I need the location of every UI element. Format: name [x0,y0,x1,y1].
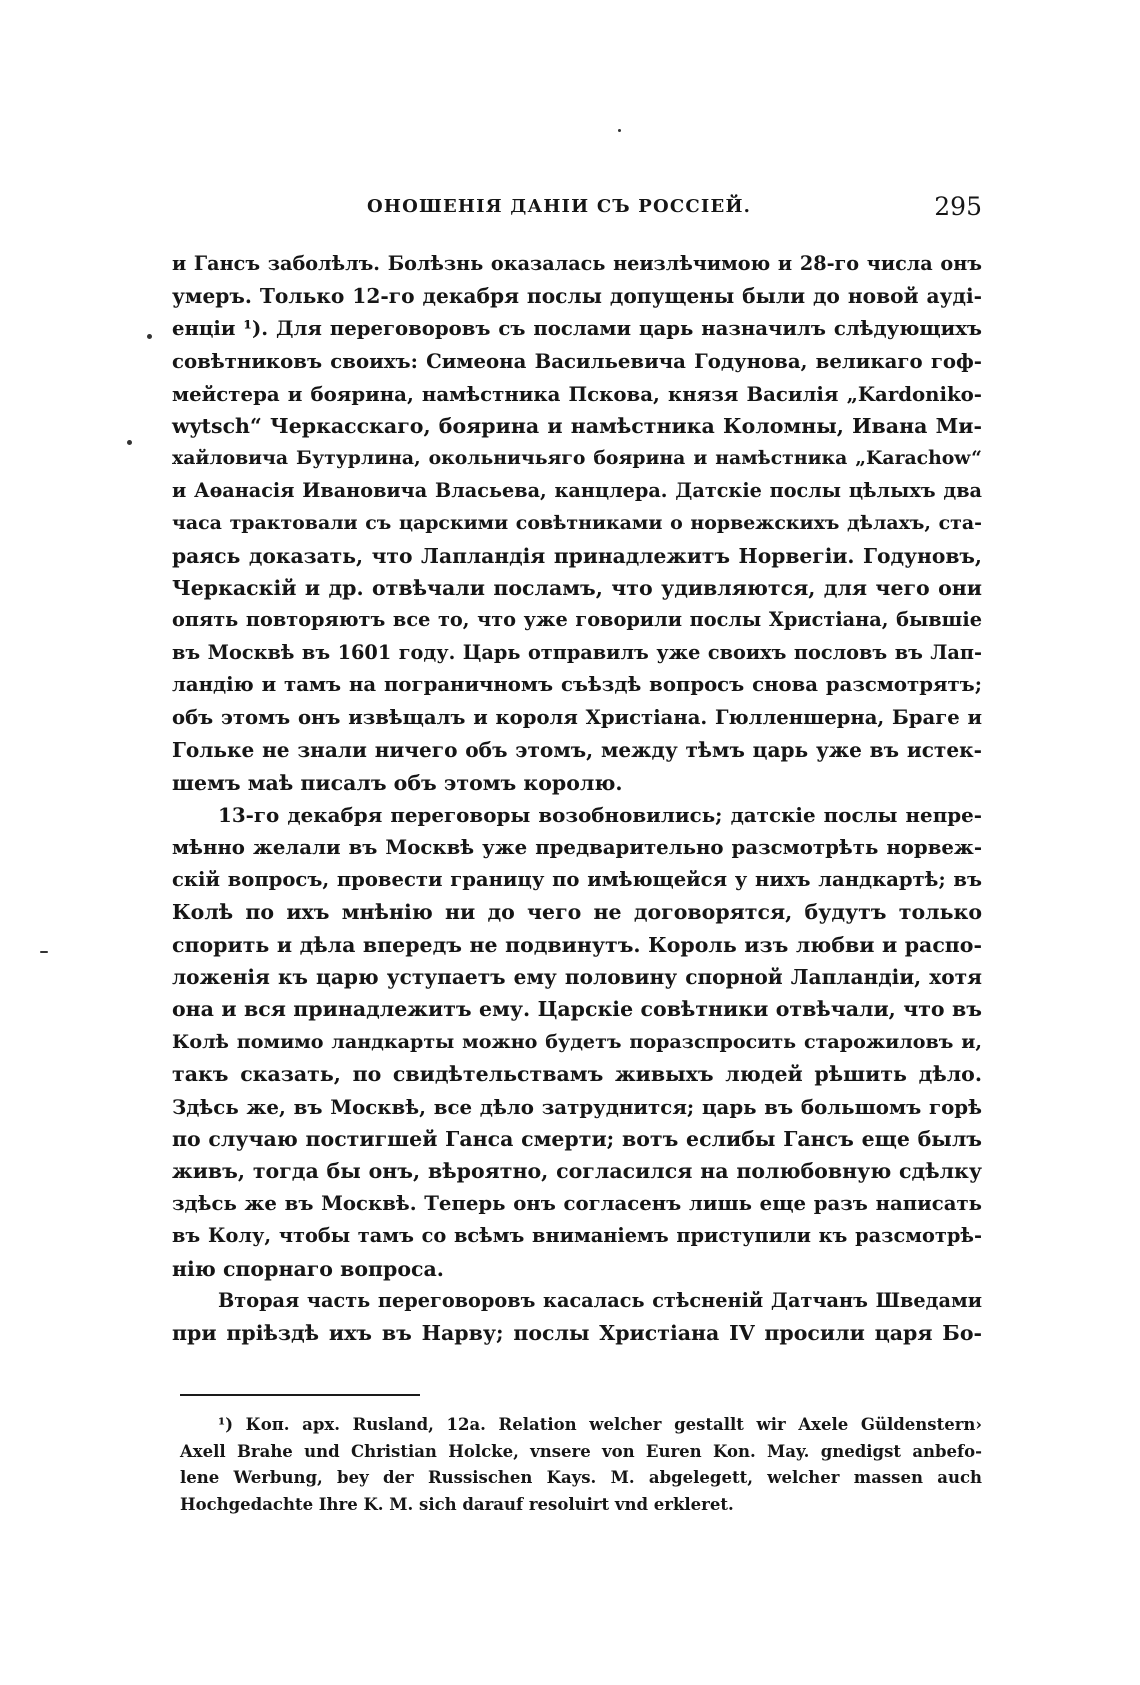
text-line: по случаю постигшей Ганса смерти; вотъ еслибы Гансъ еще былъ [172,1126,982,1151]
footnote-line: Axell Brahe und Christian Holcke, vnsere von Euren Kon. May. gnedigst anbefo- [180,1441,982,1461]
text-line: Колѣ по ихъ мнѣнію ни до чего не договорятся, будутъ только [172,900,982,925]
text-line: Вторая часть переговоровъ касалась стѣсненій Датчанъ Шведами [218,1289,982,1312]
text-line: ложенія къ царю уступаетъ ему половину спорной Лапландіи, хотя [172,964,982,989]
text-line: умеръ. Только 12-го декабря послы допущены были до новой ауді- [172,284,982,309]
text-line: wytsch“ Черкасскаго, боярина и намѣстника Коломны, Ивана Ми- [172,414,982,439]
text-line: нію спорнаго вопроса. [172,1256,444,1281]
margin-dash [40,951,48,953]
main-text [172,248,982,1350]
text-line: скій вопросъ, провести границу по имѣющейся у нихъ ландкартѣ; въ [172,867,982,891]
text-line: ландію и тамъ на пограничномъ съѣздѣ вопросъ снова разсмотрятъ; [172,673,982,697]
text-line: хайловича Бутурлина, окольничьяго боярина и намѣстника „Karachow“ [172,447,982,470]
text-line: и Аѳанасія Ивановича Власьева, канцлера. Датскіе послы цѣлыхъ два [172,478,982,502]
text-line: и Гансъ заболѣлъ. Болѣзнь оказалась неизлѣчимою и 28-го числа онъ [172,252,982,275]
text-line: она и вся принадлежитъ ему. Царскіе совѣтники отвѣчали, что въ [172,997,982,1022]
text-line: совѣтниковъ своихъ: Симеона Васильевича Годунова, великаго гоф- [172,349,982,374]
text-line: часа трактовали съ царскими совѣтниками о норвежскихъ дѣлахъ, ста- [172,512,982,535]
text-line: въ Колу, чтобы тамъ со всѣмъ вниманіемъ приступили къ разсмотрѣ- [172,1224,982,1248]
text-line: Черкаскій и др. отвѣчали посламъ, что удивляются, для чего они [172,576,982,601]
text-line: шемъ маѣ писалъ объ этомъ королю. [172,770,623,795]
margin-dot [147,334,152,339]
text-line: такъ сказать, по свидѣтельствамъ живыхъ людей рѣшить дѣло. [172,1062,982,1087]
footnote-line: lene Werbung, bey der Russischen Kays. M. abgelegett, welcher massen auch [180,1468,982,1487]
margin-dot [127,440,132,445]
text-line: въ Москвѣ въ 1601 году. Царь отправилъ уже своихъ пословъ въ Лап- [172,640,982,664]
text-line: живъ, тогда бы онъ, вѣроятно, согласился на полюбовную сдѣлку [172,1159,982,1184]
speck-mark [618,129,621,132]
page-header [172,192,982,226]
text-line: при пріѣздѣ ихъ въ Нарву; послы Христіана IV просили царя Бо- [172,1321,982,1346]
text-line: спорить и дѣла впередъ не подвинутъ. Король изъ любви и распо- [172,932,982,957]
text-line: объ этомъ онъ извѣщалъ и короля Христіана. Гюлленшерна, Браге и [172,705,982,729]
text-line: мейстера и боярина, намѣстника Пскова, князя Василія „Kardoniko- [172,381,982,406]
text-line: здѣсь же въ Москвѣ. Теперь онъ согласенъ лишь еще разъ написать [172,1191,982,1215]
text-line: енціи ¹). Для переговоровъ съ послами царь назначилъ слѣдующихъ [172,316,982,340]
text-line: 13-го декабря переговоры возобновились; датскіе послы непре- [218,802,982,827]
text-line: Колѣ помимо ландкарты можно будетъ поразспросить старожиловъ и, [172,1029,982,1053]
footnote-rule [180,1394,420,1396]
text-line: Здѣсь же, въ Москвѣ, все дѣло затруднится; царь въ большомъ горѣ [172,1094,982,1119]
footnote [180,1412,982,1518]
text-line: раясь доказать, что Лапландія принадлежитъ Норвегіи. Годуновъ, [172,543,982,568]
page-number: 295 [934,192,982,221]
footnote-line: Hochgedachte Ihre K. M. sich darauf resoluirt vnd erkleret. [180,1494,734,1514]
running-title: ОНОШЕНІЯ ДАНІИ СЪ РОССІЕЙ. [367,196,752,217]
text-line: Гольке не знали ничего объ этомъ, между тѣмъ царь уже въ истек- [172,738,982,763]
text-line: мѣнно желали въ Москвѣ уже предварительно разсмотрѣть норвеж- [172,835,982,860]
text-line: опять повторяютъ все то, что уже говорили послы Христіана, бывшіе [172,608,982,632]
footnote-line: ¹) Коп. арх. Rusland, 12a. Relation welcher gestallt wir Axele Güldenstern› [218,1415,982,1434]
